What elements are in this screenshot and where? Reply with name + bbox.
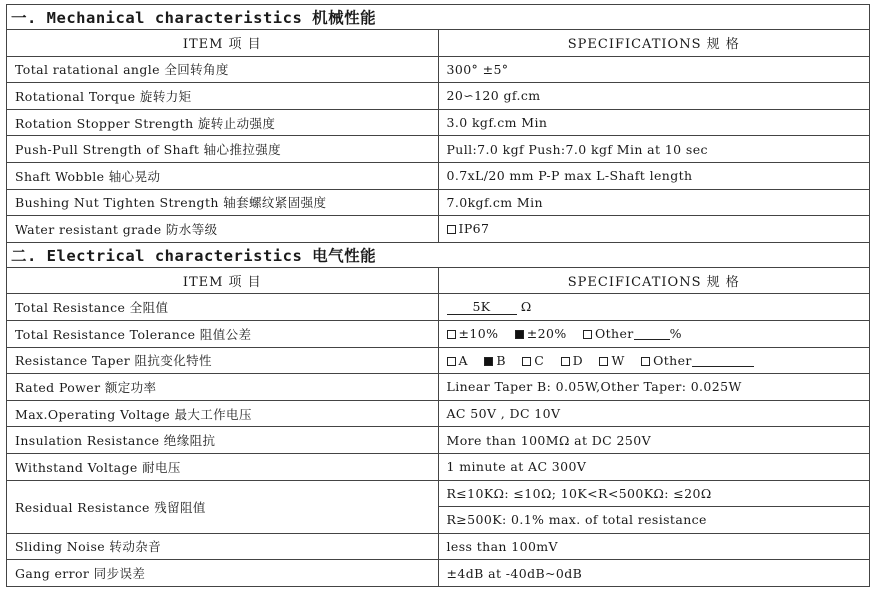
item-cell: Total Resistance 全阻值 [7,294,439,321]
table-row [7,347,870,374]
spec-column-header: SPECIFICATIONS 规 格 [438,30,870,57]
checkbox-tolerance-20[interactable] [515,330,524,339]
table-row [7,136,870,163]
item-cell: Total Resistance Tolerance 阻值公差 [7,320,439,347]
ip67-label: IP67 [458,221,490,237]
section-title: 一. Mechanical characteristics 机械性能 [7,5,870,30]
table-row [7,320,870,347]
column-header-row [7,267,870,294]
table-row [7,83,870,110]
taper-option [522,353,544,368]
taper-option [641,353,692,368]
taper-option [447,353,468,368]
spec-cell: 0.7xL/20 mm P-P max L-Shaft length [438,162,870,189]
item-cell: Rated Power 额定功率 [7,374,439,401]
percent-suffix: % [669,326,682,342]
option-label: C [534,352,545,368]
item-cell: Gang error 同步误差 [7,560,439,587]
table-row [7,374,870,401]
unit-label: Ω [520,299,532,315]
taper-option [561,353,583,368]
option-label: B [496,352,506,368]
item-cell: Push-Pull Strength of Shaft 轴心推拉强度 [7,136,439,163]
spec-cell: R≥500K: 0.1% max. of total resistance [438,507,870,534]
option-label: A [458,352,468,368]
spec-cell: 20∽120 gf.cm [438,83,870,110]
item-cell: Rotational Torque 旋转力矩 [7,83,439,110]
section-title: 二. Electrical characteristics 电气性能 [7,242,870,267]
option-label: Other [653,352,692,368]
table-row [7,109,870,136]
option-label: ±10% [458,326,499,342]
spec-cell: R≤10KΩ: ≤10Ω; 10K<R<500KΩ: ≤20Ω [438,480,870,507]
column-header-row [7,30,870,57]
other-blank[interactable] [692,353,754,367]
option-label: Other [594,326,634,342]
tolerance-option [583,326,634,341]
table-row [7,400,870,427]
spec-cell: More than 100MΩ at DC 250V [438,427,870,454]
checkbox-taper-a[interactable] [447,357,456,366]
table-row [7,480,870,507]
item-cell: Max.Operating Voltage 最大工作电压 [7,400,439,427]
other-blank[interactable] [634,326,670,340]
spec-cell [438,294,870,321]
table-row [7,453,870,480]
item-cell: Sliding Noise 转动杂音 [7,533,439,560]
option-label: W [611,352,625,368]
spec-cell: ±4dB at -40dB~0dB [438,560,870,587]
checkbox-tolerance-10[interactable] [447,330,456,339]
checkbox-taper-w[interactable] [599,357,608,366]
spec-table [6,4,870,587]
spec-cell: Pull:7.0 kgf Push:7.0 kgf Min at 10 sec [438,136,870,163]
spec-cell: 7.0kgf.cm Min [438,189,870,216]
item-column-header: ITEM 项 目 [7,267,439,294]
table-row [7,216,870,243]
item-cell: Residual Resistance 残留阻值 [7,480,439,533]
section-header-electrical [7,242,870,267]
section-header-mechanical [7,5,870,30]
checkbox-taper-other[interactable] [641,357,650,366]
spec-cell: 300° ±5° [438,56,870,83]
item-cell: Bushing Nut Tighten Strength 轴套螺纹紧固强度 [7,189,439,216]
spec-cell: 3.0 kgf.cm Min [438,109,870,136]
table-row [7,294,870,321]
checkbox-taper-b[interactable] [484,357,493,366]
item-cell: Withstand Voltage 耐电压 [7,453,439,480]
spec-cell: Linear Taper B: 0.05W,Other Taper: 0.025W [438,374,870,401]
checkbox-tolerance-other[interactable] [583,330,592,339]
checkbox-ip67[interactable] [447,225,456,234]
item-cell: Rotation Stopper Strength 旋转止动强度 [7,109,439,136]
spec-cell [438,216,870,243]
tolerance-option [447,326,499,341]
item-cell: Water resistant grade 防水等级 [7,216,439,243]
item-column-header: ITEM 项 目 [7,30,439,57]
spec-cell: AC 50V , DC 10V [438,400,870,427]
spec-cell [438,347,870,374]
checkbox-taper-c[interactable] [522,357,531,366]
option-label: D [572,352,584,368]
table-row [7,189,870,216]
taper-option [599,353,624,368]
table-row [7,427,870,454]
tolerance-option [515,326,567,341]
spec-cell: less than 100mV [438,533,870,560]
item-cell: Insulation Resistance 绝缘阻抗 [7,427,439,454]
spec-cell [438,320,870,347]
taper-option [484,353,506,368]
option-label: ±20% [526,326,567,342]
table-row [7,162,870,189]
table-row [7,560,870,587]
spec-column-header: SPECIFICATIONS 规 格 [438,267,870,294]
item-cell: Resistance Taper 阻抗变化特性 [7,347,439,374]
checkbox-taper-d[interactable] [561,357,570,366]
spec-sheet [6,4,870,587]
spec-cell: 1 minute at AC 300V [438,453,870,480]
table-row [7,56,870,83]
item-cell: Total ratational angle 全回转角度 [7,56,439,83]
item-cell: Shaft Wobble 轴心晃动 [7,162,439,189]
table-row [7,533,870,560]
total-resistance-value: 5K [447,299,517,315]
